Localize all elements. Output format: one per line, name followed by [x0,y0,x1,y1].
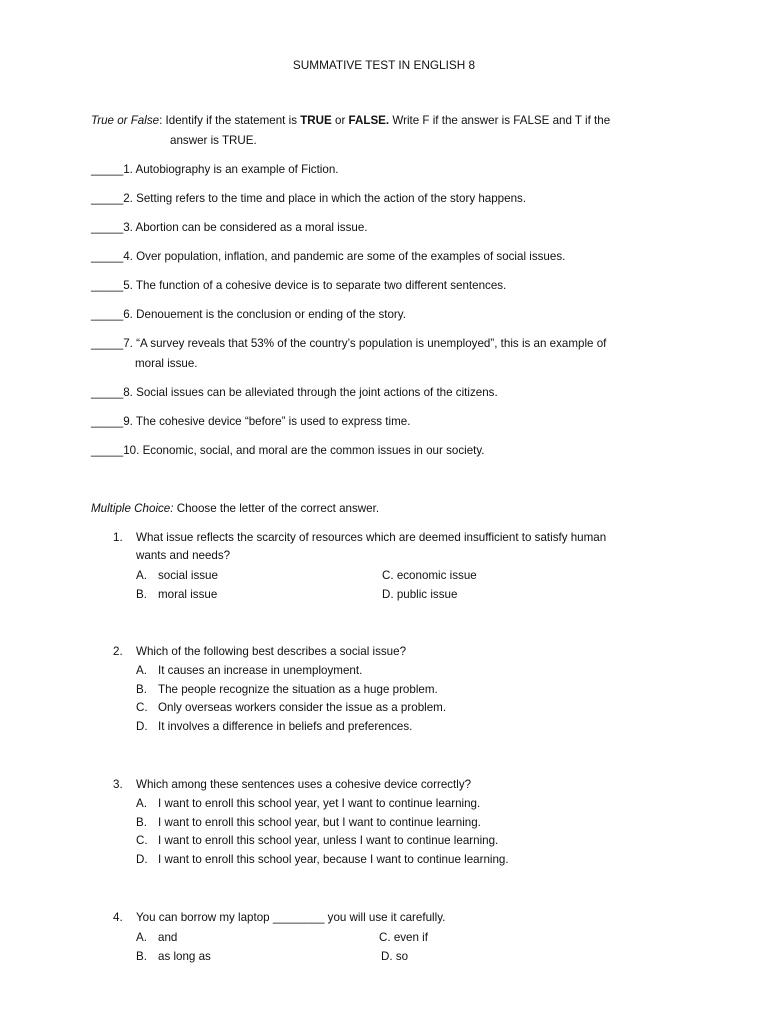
q1-option-d: D. public issue [382,588,458,601]
q2-option-d-letter: D. [136,720,148,733]
q3-option-a: I want to enroll this school year, yet I want to continue learning. [158,797,481,810]
q2-text: Which of the following best describes a social issue? [136,645,407,658]
tf-item-7: _____7. “A survey reveals that 53% of the country’s population is unemployed”, this is an example of [91,337,607,350]
q3-number: 3. [113,778,123,791]
q3-option-b: I want to enroll this school year, but I want to continue learning. [158,816,481,829]
q1-option-c: C. economic issue [382,569,477,582]
q1-option-b: moral issue [158,588,218,601]
q1-option-b-letter: B. [136,588,147,601]
tf-item-3: _____3. Abortion can be considered as a moral issue. [91,221,368,234]
tf-item-10: _____10. Economic, social, and moral are the common issues in our society. [91,444,485,457]
q1-text: What issue reflects the scarcity of resources which are deemed insufficient to satisfy human [136,531,607,544]
q2-option-a-letter: A. [136,664,147,677]
tf-item-5: _____5. The function of a cohesive device is to separate two different sentences. [91,279,507,292]
q4-option-d: D. so [381,950,409,963]
q1-option-a: social issue [158,569,218,582]
tf-item-8: _____8. Social issues can be alleviated through the joint actions of the citizens. [91,386,498,399]
q1-text-cont: wants and needs? [136,549,231,562]
q2-option-d: It involves a difference in beliefs and preferences. [158,720,413,733]
q4-text: You can borrow my laptop ________ you will use it carefully. [136,911,446,924]
q3-option-d: I want to enroll this school year, because I want to continue learning. [158,853,509,866]
mc-instruction: Multiple Choice: Choose the letter of the correct answer. [91,502,380,515]
tf-item-2: _____2. Setting refers to the time and place in which the action of the story happens. [91,192,527,205]
q2-option-c: Only overseas workers consider the issue as a problem. [158,701,447,714]
q2-option-b: The people recognize the situation as a huge problem. [158,683,438,696]
q3-option-c-letter: C. [136,834,148,847]
tf-heading: True or False [91,114,160,127]
tf-instruction-cont: answer is TRUE. [170,134,257,147]
q3-option-d-letter: D. [136,853,148,866]
tf-item-4: _____4. Over population, inflation, and pandemic are some of the examples of social issues. [91,250,566,263]
q4-option-b: as long as [158,950,211,963]
q2-option-a: It causes an increase in unemployment. [158,664,363,677]
q4-option-c: C. even if [379,931,428,944]
q3-text: Which among these sentences uses a cohesive device correctly? [136,778,472,791]
q2-option-c-letter: C. [136,701,148,714]
q3-option-c: I want to enroll this school year, unless I want to continue learning. [158,834,499,847]
q4-number: 4. [113,911,123,924]
tf-item-9: _____9. The cohesive device “before” is used to express time. [91,415,411,428]
q2-option-b-letter: B. [136,683,147,696]
q2-number: 2. [113,645,123,658]
tf-item-1: _____1. Autobiography is an example of Fiction. [91,163,339,176]
q3-option-b-letter: B. [136,816,147,829]
tf-instruction: True or False: Identify if the statement is TRUE or FALSE. Write F if the answer is FALSE and T if the [91,114,611,127]
q4-option-b-letter: B. [136,950,147,963]
tf-item-7-cont: moral issue. [135,357,198,370]
mc-heading: Multiple Choice: [91,502,174,515]
q1-number: 1. [113,531,123,544]
q4-option-a: and [158,931,178,944]
q1-option-a-letter: A. [136,569,147,582]
q3-option-a-letter: A. [136,797,147,810]
tf-item-6: _____6. Denouement is the conclusion or ending of the story. [91,308,406,321]
q4-option-a-letter: A. [136,931,147,944]
page-title: SUMMATIVE TEST IN ENGLISH 8 [292,58,476,72]
